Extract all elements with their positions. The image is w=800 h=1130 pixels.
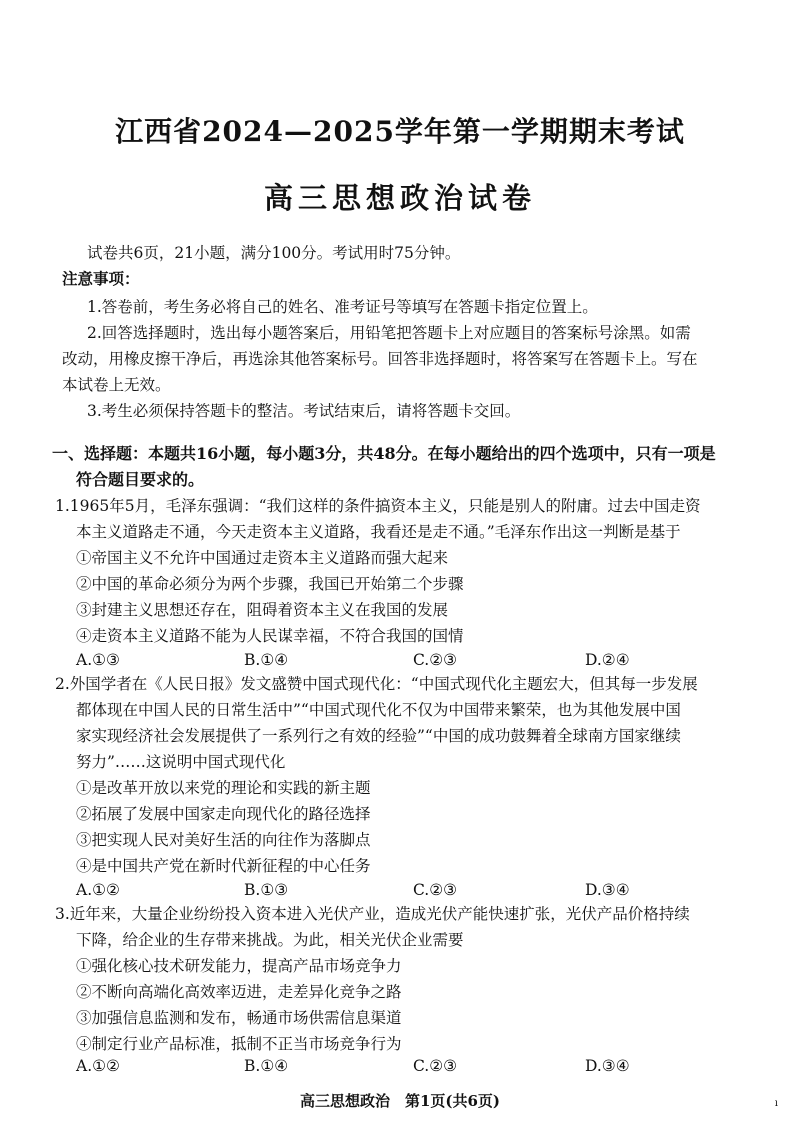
option-b: B.①④ [244, 1057, 289, 1075]
question-3-item: ④制定行业产品标准，抵制不正当市场竞争行为 [76, 1035, 402, 1053]
question-2-stem: 家实现经济社会发展提供了一系列行之有效的经验”“中国的成功鼓舞着全球南方国家继续 [76, 727, 681, 745]
question-2-item: ②拓展了发展中国家走向现代化的路径选择 [76, 805, 371, 823]
corner-mark: ı [774, 1098, 778, 1109]
question-2-item: ④是中国共产党在新时代新征程的中心任务 [76, 857, 371, 875]
notice-line: 2.回答选择题时，选出每小题答案后，用铅笔把答题卡上对应题目的答案标号涂黑。如需 [87, 324, 691, 342]
question-1-item: ④走资本主义道路不能为人民谋幸福，不符合我国的国情 [76, 627, 464, 645]
section-heading: 符合题目要求的。 [76, 470, 205, 489]
section-heading: 一、选择题：本题共16小题，每小题3分，共48分。在每小题给出的四个选项中，只有一项是 [52, 444, 716, 463]
notice-line: 3.考生必须保持答题卡的整洁。考试结束后，请将答题卡交回。 [87, 402, 521, 420]
notice-line: 本试卷上无效。 [62, 376, 171, 394]
question-2-item: ③把实现人民对美好生活的向往作为落脚点 [76, 831, 371, 849]
notice-line: 改动，用橡皮擦干净后，再选涂其他答案标号。回答非选择题时，将答案写在答题卡上。写在 [62, 350, 698, 368]
question-2-stem: 努力”……这说明中国式现代化 [76, 753, 286, 771]
exam-title: 江西省2024—2025学年第一学期期末考试 [115, 115, 685, 148]
question-3-item: ②不断向高端化高效率迈进，走差异化竞争之路 [76, 983, 402, 1001]
question-3-item: ①强化核心技术研发能力，提高产品市场竞争力 [76, 957, 402, 975]
question-3-stem: 3.近年来，大量企业纷纷投入资本进入光伏产业，造成光伏产能快速扩张，光伏产品价格持续 [55, 905, 690, 923]
option-d: D.③④ [585, 881, 630, 899]
option-a: A.①③ [76, 651, 120, 669]
option-d: D.③④ [585, 1057, 630, 1075]
option-c: C.②③ [413, 651, 458, 669]
question-1-item: ③封建主义思想还存在，阻碍着资本主义在我国的发展 [76, 601, 449, 619]
option-c: C.②③ [413, 1057, 458, 1075]
option-b: B.①④ [244, 651, 289, 669]
option-b: B.①③ [244, 881, 289, 899]
question-2-item: ①是改革开放以来党的理论和实践的新主题 [76, 779, 371, 797]
notice-line: 1.答卷前，考生务必将自己的姓名、准考证号等填写在答题卡指定位置上。 [87, 298, 598, 316]
page-footer: 高三思想政治 第1页(共6页) [299, 1092, 501, 1110]
question-1-item: ①帝国主义不允许中国通过走资本主义道路而强大起来 [76, 549, 449, 567]
question-3-item: ③加强信息监测和发布，畅通市场供需信息渠道 [76, 1009, 402, 1027]
option-a: A.①② [76, 881, 120, 899]
intro-text: 试卷共6页，21小题，满分100分。考试用时75分钟。 [87, 244, 461, 262]
notice-heading: 注意事项： [62, 269, 140, 288]
question-1-stem: 1.1965年5月，毛泽东强调：“我们这样的条件搞资本主义，只能是别人的附庸。过去中国走资 [55, 497, 701, 515]
option-d: D.②④ [585, 651, 630, 669]
question-3-stem: 下降，给企业的生存带来挑战。为此，相关光伏企业需要 [76, 931, 464, 949]
question-2-stem: 2.外国学者在《人民日报》发文盛赞中国式现代化：“中国式现代化主题宏大，但其每一步发展 [55, 675, 698, 693]
option-c: C.②③ [413, 881, 458, 899]
question-1-stem: 本主义道路走不通，今天走资本主义道路，我看还是走不通。”毛泽东作出这一判断是基于 [76, 523, 681, 541]
exam-subtitle: 高三思想政治试卷 [263, 181, 536, 215]
option-a: A.①② [76, 1057, 120, 1075]
question-2-stem: 都体现在中国人民的日常生活中”“中国式现代化不仅为中国带来繁荣，也为其他发展中国 [76, 701, 681, 719]
question-1-item: ②中国的革命必须分为两个步骤，我国已开始第二个步骤 [76, 575, 464, 593]
